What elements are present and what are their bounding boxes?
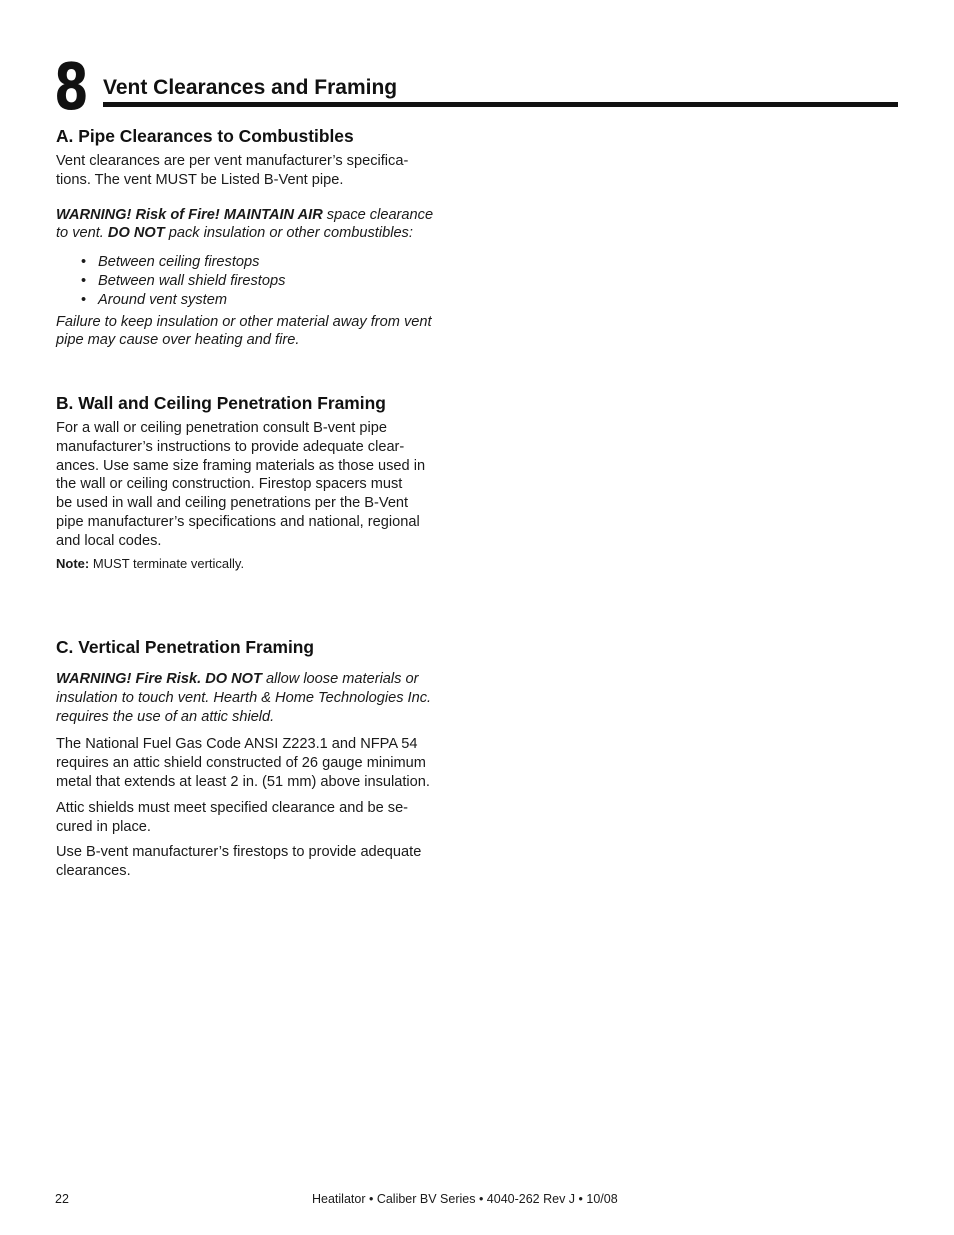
warning-emphasis: WARNING! Fire Risk. DO NOT (56, 671, 262, 687)
section-a-warning (56, 206, 456, 244)
section-a-intro (56, 152, 456, 190)
section-c-para3: Use B-vent manufacturer’s firestops to provide adequate clearances. (56, 844, 422, 880)
section-b-note (56, 555, 456, 573)
warning-text: to vent. (56, 225, 108, 242)
chapter-title: Vent Clearances and Framing (103, 76, 398, 99)
section-c-warning: WARNING! Fire Risk. DO NOT allow loose materials or insulation to touch vent. Hearth & Home Technologies Inc. requires the use of an attic shield. (56, 671, 432, 725)
note-text: MUST terminate vertically. (89, 555, 245, 571)
list-item: • Around vent system (81, 291, 227, 308)
warning-text: allow loose materials or (261, 671, 419, 687)
section-b (56, 392, 456, 573)
section-a-heading: A. Pipe Clearances to Combustibles (56, 126, 354, 146)
section-a (56, 125, 456, 350)
section-c (56, 636, 456, 881)
firestop-list (56, 253, 456, 309)
section-b-heading: B. Wall and Ceiling Penetration Framing (56, 393, 386, 413)
section-a-intro-line2: tions. The vent MUST be Listed B-Vent pipe. (56, 171, 344, 188)
page-number: 22 (55, 1192, 69, 1206)
warning-text: pack insulation or other combustibles: (164, 225, 413, 242)
section-c-para2: Attic shields must meet specified clearance and be se- cured in place. (56, 799, 409, 835)
section-c-para1: The National Fuel Gas Code ANSI Z223.1 and NFPA 54 requires an attic shield constructed of 26 gauge minimum metal that extends at least 2 in. (51 mm) above insulation. (56, 736, 430, 790)
warning-text: space clearance (322, 206, 434, 223)
warning-emphasis: DO NOT (107, 225, 165, 242)
footer-text: Heatilator • Caliber BV Series • 4040-262 Rev J • 10/08 (312, 1192, 618, 1206)
chapter-rule (103, 102, 898, 107)
list-item: • Between ceiling firestops (81, 254, 260, 271)
warning-emphasis: WARNING! Risk of Fire! MAINTAIN AIR (56, 206, 323, 223)
list-item: • Between wall shield firestops (81, 272, 286, 289)
note-label: Note: (56, 555, 90, 571)
section-b-body: For a wall or ceiling penetration consult B-vent pipe manufacturer’s instructions to provide adequate clear- ances. Use same size framing materials as those used in the wall or ceiling construction. Firestop spacers must be used in wall and ceiling penetrations per the B-Vent pipe manufacturer’s specifications and national, regional and local codes. (56, 420, 426, 549)
section-c-heading: C. Vertical Penetration Framing (56, 637, 315, 657)
failure-warning: Failure to keep insulation or other material away from vent pipe may cause over heating and fire. (56, 313, 432, 349)
chapter-number: 8 (54, 51, 88, 125)
section-a-intro-line1: Vent clearances are per vent manufacturer’s specifica- (56, 153, 409, 169)
